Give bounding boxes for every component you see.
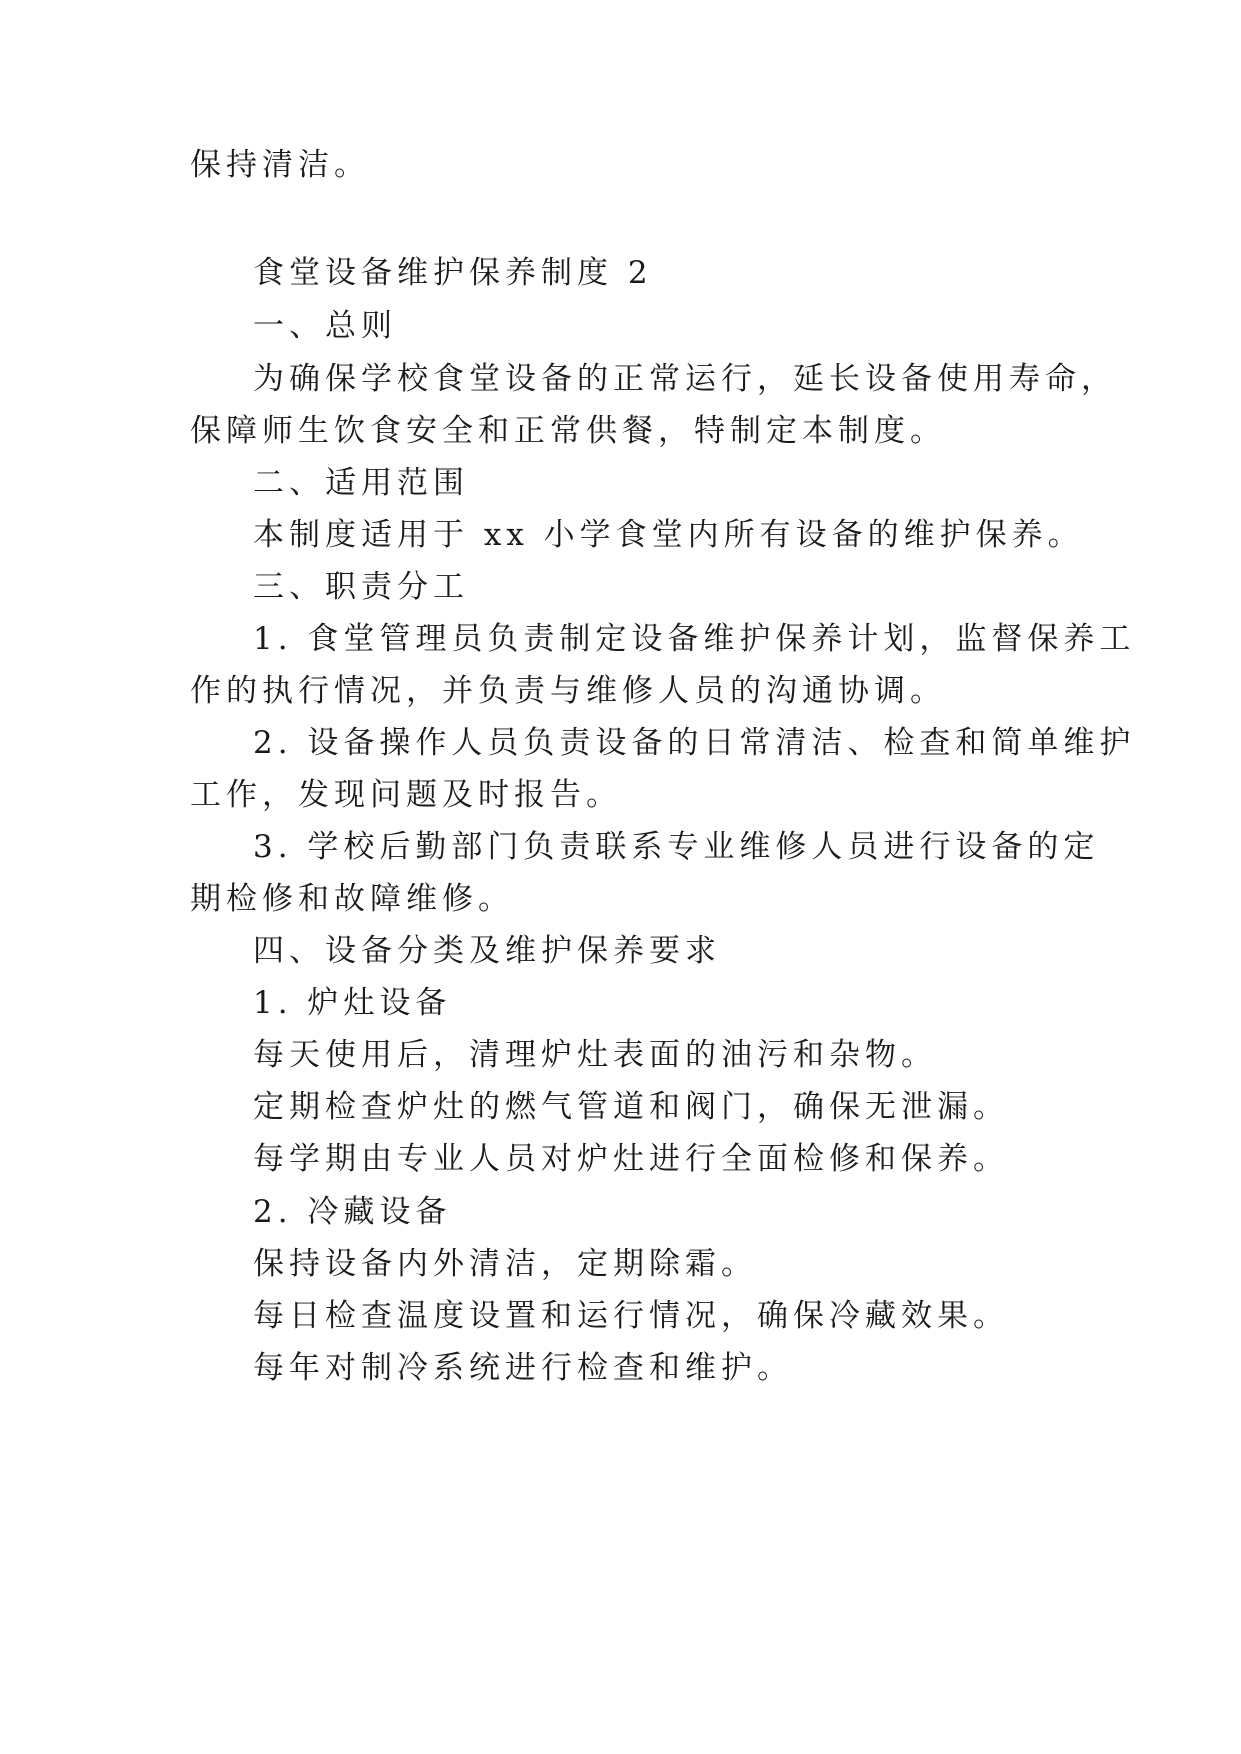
section-heading-equipment: 四、设备分类及维护保养要求	[253, 933, 721, 969]
responsibility-3-line-1: 3. 学校后勤部门负责联系专业维修人员进行设备的定	[253, 829, 1100, 865]
paragraph-purpose-line-2: 保障师生饮食安全和正常供餐，特制定本制度。	[190, 413, 946, 449]
document-title: 食堂设备维护保养制度 2	[253, 255, 653, 291]
section-heading-general: 一、总则	[253, 308, 397, 344]
subsection-heading-stove: 1. 炉灶设备	[253, 985, 452, 1021]
refrigeration-item-3: 每年对制冷系统进行检查和维护。	[253, 1350, 793, 1386]
responsibility-1-line-1: 1. 食堂管理员负责制定设备维护保养计划，监督保养工	[253, 621, 1136, 657]
refrigeration-item-2: 每日检查温度设置和运行情况，确保冷藏效果。	[253, 1298, 1009, 1334]
section-heading-responsibilities: 三、职责分工	[253, 569, 469, 605]
paragraph-purpose-line-1: 为确保学校食堂设备的正常运行，延长设备使用寿命，	[253, 361, 1117, 397]
subsection-heading-refrigeration: 2. 冷藏设备	[253, 1194, 452, 1230]
stove-item-3: 每学期由专业人员对炉灶进行全面检修和保养。	[253, 1141, 1009, 1177]
responsibility-1-line-2: 作的执行情况，并负责与维修人员的沟通协调。	[190, 673, 946, 709]
responsibility-3-line-2: 期检修和故障维修。	[190, 881, 514, 917]
section-heading-scope: 二、适用范围	[253, 465, 469, 501]
stove-item-1: 每天使用后，清理炉灶表面的油污和杂物。	[253, 1037, 937, 1073]
responsibility-2-line-1: 2. 设备操作人员负责设备的日常清洁、检查和简单维护	[253, 725, 1136, 761]
refrigeration-item-1: 保持设备内外清洁，定期除霜。	[253, 1246, 757, 1282]
paragraph-scope: 本制度适用于 xx 小学食堂内所有设备的维护保养。	[253, 517, 1084, 553]
responsibility-2-line-2: 工作，发现问题及时报告。	[190, 777, 622, 813]
continuation-text: 保持清洁。	[190, 147, 370, 183]
stove-item-2: 定期检查炉灶的燃气管道和阀门，确保无泄漏。	[253, 1089, 1009, 1125]
